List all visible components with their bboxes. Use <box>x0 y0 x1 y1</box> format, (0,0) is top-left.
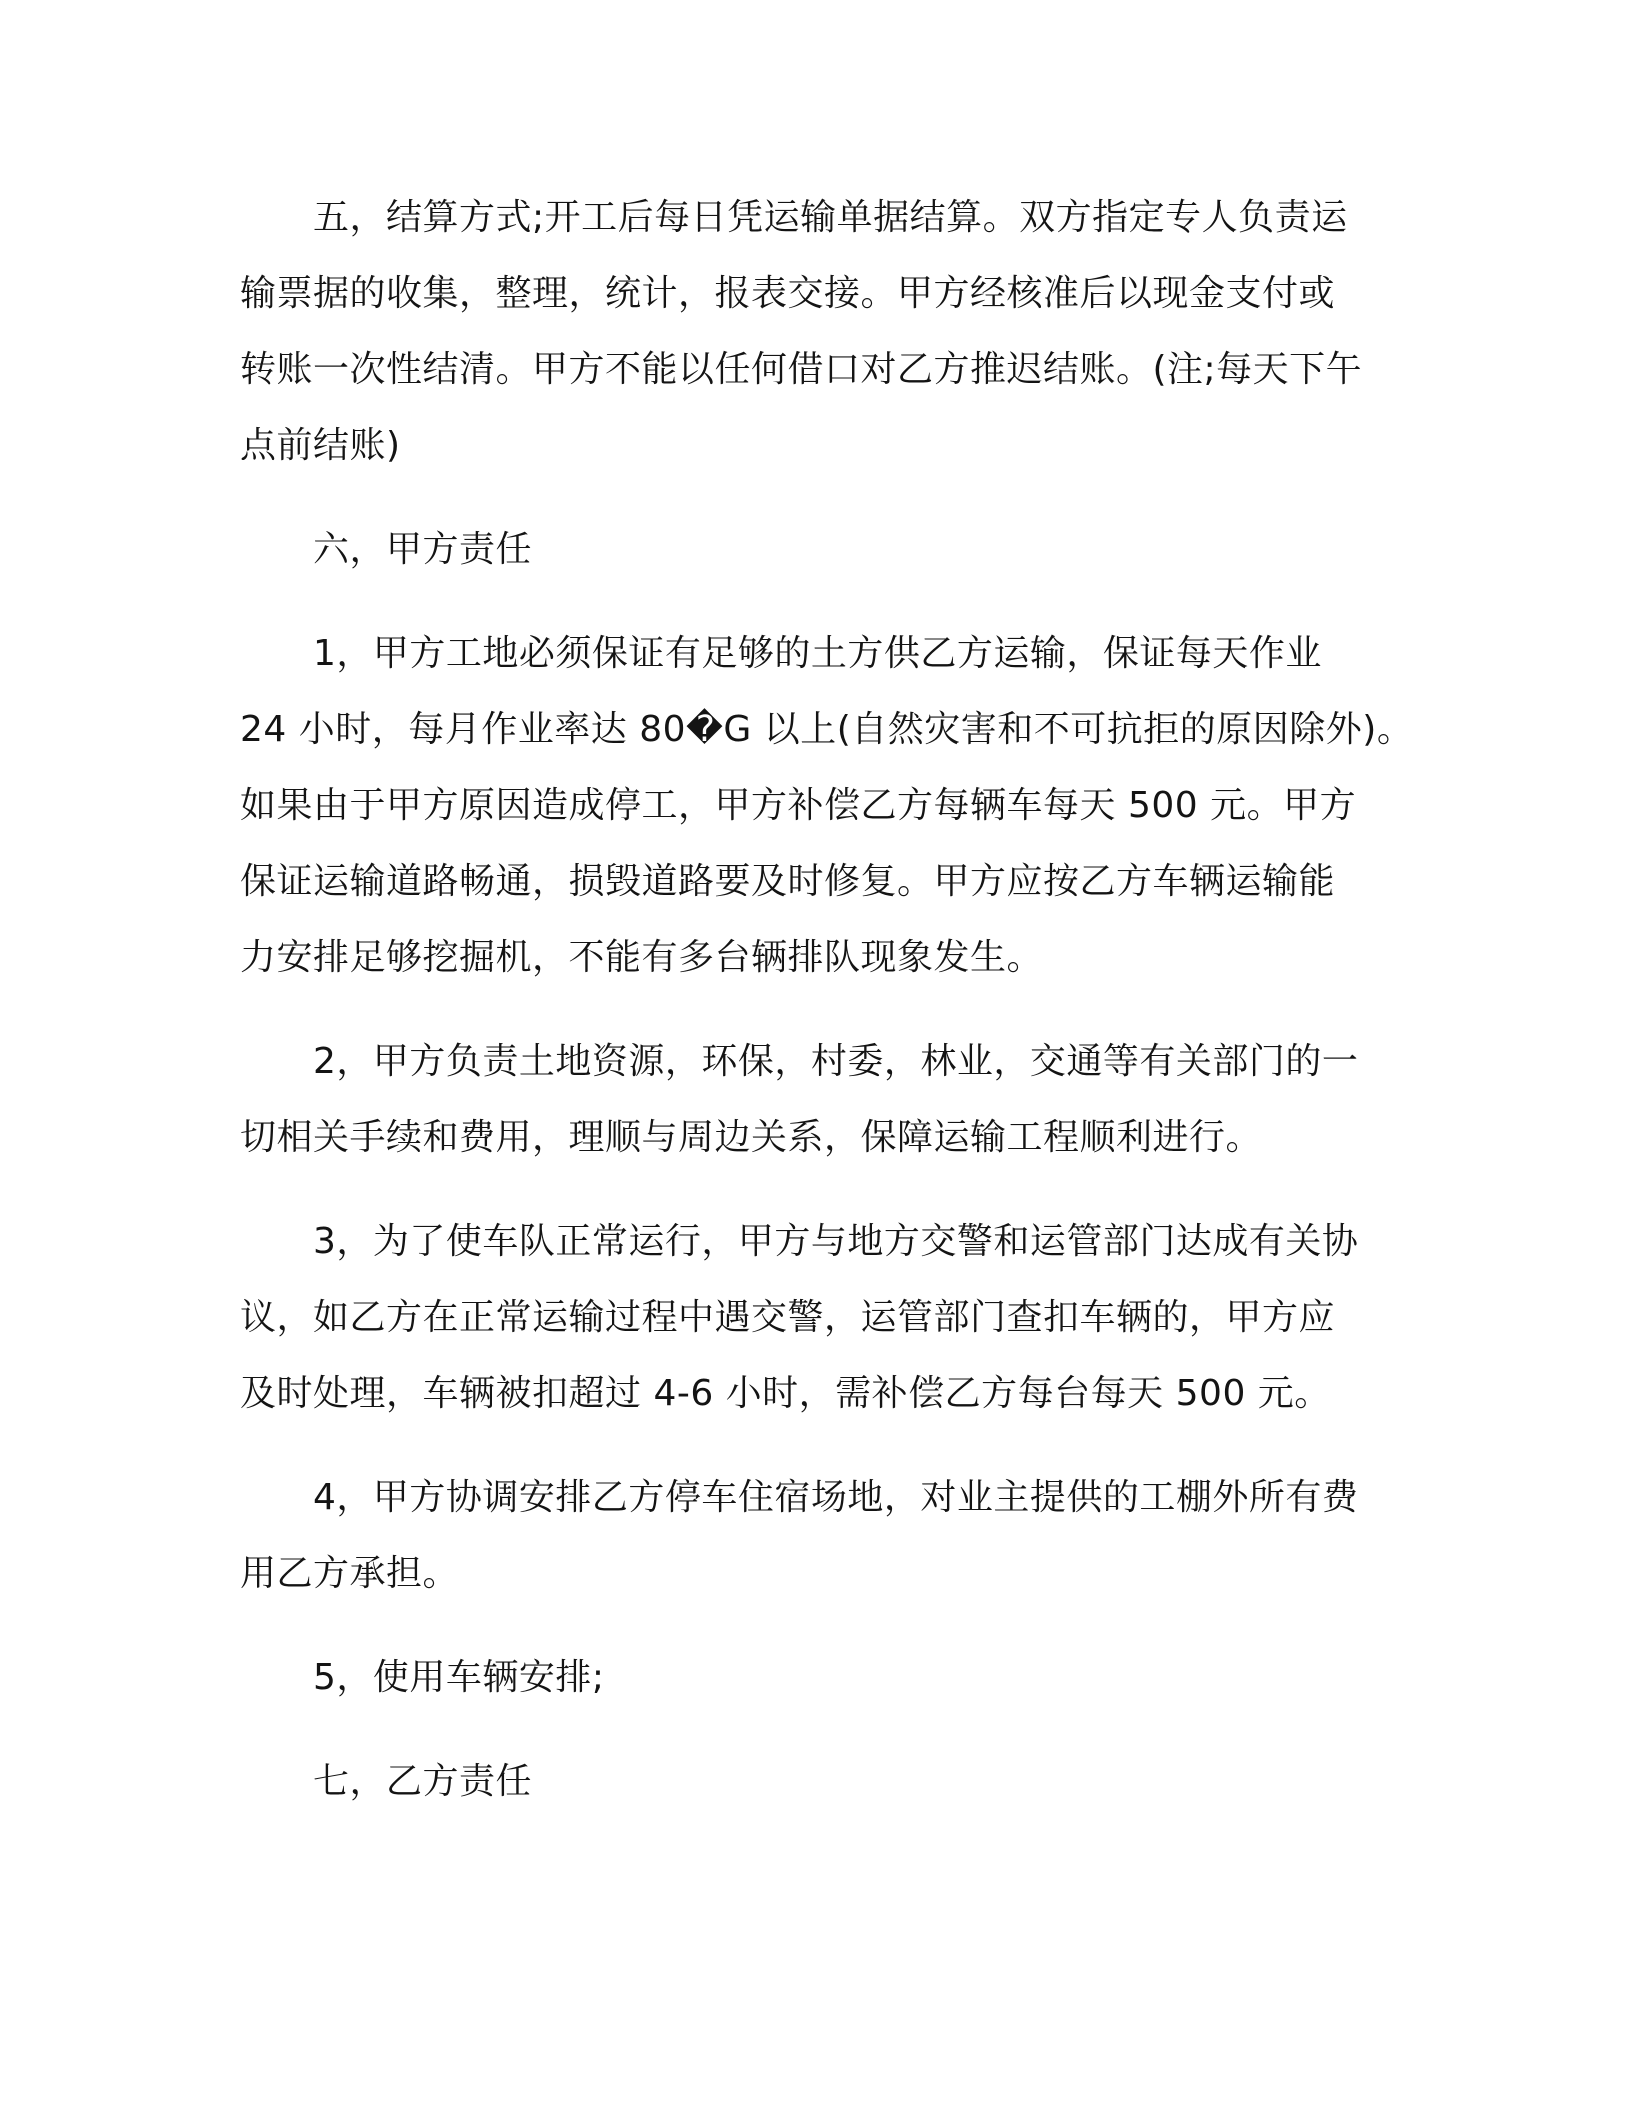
text-line: 力安排足够挖掘机，不能有多台辆排队现象发生。 <box>240 937 1044 978</box>
text-line: 切相关手续和费用，理顺与周边关系，保障运输工程顺利进行。 <box>240 1117 1263 1158</box>
text-line: 议，如乙方在正常运输过程中遇交警，运管部门查扣车辆的，甲方应 <box>240 1297 1336 1338</box>
text-line: 3，为了使车队正常运行，甲方与地方交警和运管部门达成有关协 <box>313 1221 1359 1262</box>
text-line: 5，使用车辆安排; <box>313 1657 605 1698</box>
text-line: 如果由于甲方原因造成停工，甲方补偿乙方每辆车每天 500 元。甲方 <box>240 785 1357 826</box>
section-heading: 六，甲方责任 <box>313 529 533 570</box>
text-line: 及时处理，车辆被扣超过 4-6 小时，需补偿乙方每台每天 500 元。 <box>240 1373 1331 1414</box>
text-line: 4，甲方协调安排乙方停车住宿场地，对业主提供的工棚外所有费 <box>313 1477 1359 1518</box>
section-heading: 七，乙方责任 <box>313 1761 533 1802</box>
text-line: 保证运输道路畅通，损毁道路要及时修复。甲方应按乙方车辆运输能 <box>240 861 1336 902</box>
text-line: 转账一次性结清。甲方不能以任何借口对乙方推迟结账。(注;每天下午 <box>240 349 1363 390</box>
text-line: 五，结算方式;开工后每日凭运输单据结算。双方指定专人负责运 <box>313 197 1348 238</box>
text-line: 点前结账) <box>240 425 401 466</box>
text-line: 1，甲方工地必须保证有足够的土方供乙方运输，保证每天作业 <box>313 633 1322 674</box>
text-line: 24 小时，每月作业率达 80�G 以上(自然灾害和不可抗拒的原因除外)。 <box>240 709 1414 750</box>
text-line: 输票据的收集，整理，统计，报表交接。甲方经核准后以现金支付或 <box>240 273 1336 314</box>
text-line: 2，甲方负责土地资源，环保，村委，林业，交通等有关部门的一 <box>313 1041 1359 1082</box>
text-line: 用乙方承担。 <box>240 1553 460 1594</box>
